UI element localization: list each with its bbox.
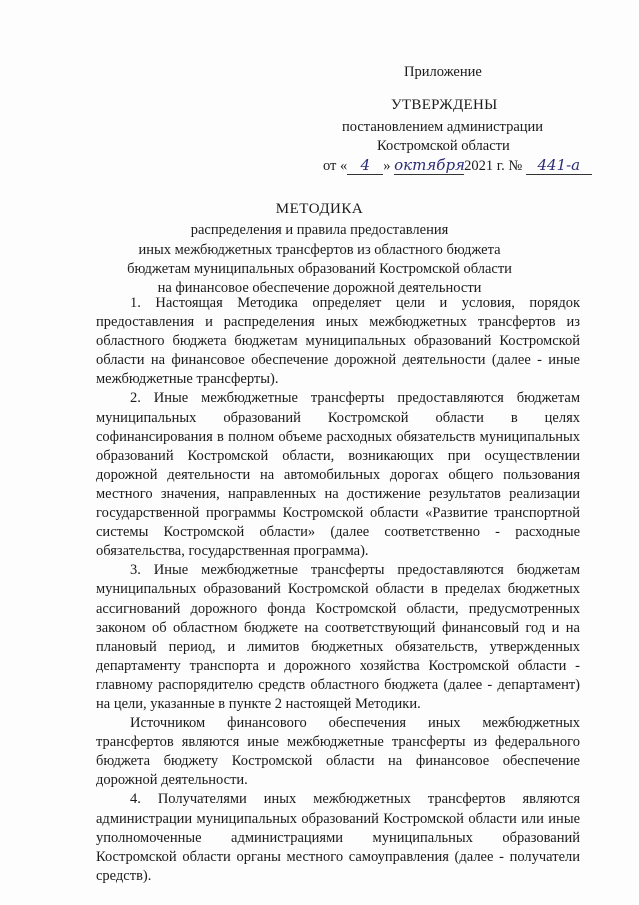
- document-body: [96, 294, 580, 886]
- subtitle-line: на финансовое обеспечение дорожной деятельности: [157, 280, 482, 297]
- handwritten-month: октября: [394, 156, 465, 174]
- date-year: 2021 г. №: [464, 158, 523, 174]
- date-mid: »: [383, 158, 391, 174]
- handwritten-number: 441-а: [526, 156, 592, 175]
- subtitle-line: распределения и правила предоставления: [190, 222, 449, 239]
- approval-line-2: Костромской области: [377, 138, 510, 154]
- paragraph-2: 2. Иные межбюджетные трансферты предоставляются бюджетам муниципальных образований Костромской области в целях софинансирования в полном объеме расходных обязательств муниципальных образований Костромской области, возникающих при осуществлении дорожной деятельности на автомобильных дорогах общего пользования местного значения, направленных на достижение результатов реализации государственной программы Костромской области «Развитие транспортной системы Костромской области» (далее соответственно - расходные обязательства, государственная программа).: [96, 390, 580, 560]
- date-prefix: от «: [323, 158, 348, 174]
- approval-line-1: постановлением администрации: [342, 119, 544, 135]
- subtitle-line: бюджетам муниципальных образований Костромской области: [127, 260, 512, 277]
- document-title-block: [0, 200, 639, 298]
- handwritten-day: 4: [347, 156, 383, 175]
- approval-date-line: [323, 156, 592, 175]
- paragraph-4: 4. Получателями иных межбюджетных трансфертов являются администрации муниципальных образований Костромской области или иные уполномоченные администрациями муниципальных образований Костромской области органы местного самоуправления (далее - получатели средств).: [96, 791, 580, 884]
- paragraph-3: 3. Иные межбюджетные трансферты предоставляются бюджетам муниципальных образований Костромской области в пределах бюджетных ассигнований дорожного фонда Костромской области, предусмотренных законом об областном бюджете на соответствующий финансовый год и на плановый период, и лимитов бюджетных обязательств, утвержденных департаменту транспорта и дорожного хозяйства Костромской области - главному распорядителю средств областного бюджета (далее - департамент) на цели, указанные в пункте 2 настоящей Методики.: [96, 562, 580, 712]
- paragraph-3-continued: Источником финансового обеспечения иных межбюджетных трансфертов являются иные межбюджетные трансферты из федерального бюджета бюджету Костромской области на финансовое обеспечение дорожной деятельности.: [96, 715, 580, 789]
- approval-title: УТВЕРЖДЕНЫ: [391, 97, 498, 113]
- document-title: МЕТОДИКА: [275, 201, 364, 217]
- appendix-label: Приложение: [404, 64, 482, 80]
- subtitle-line: иных межбюджетных трансфертов из областного бюджета: [138, 241, 501, 258]
- paragraph-1: 1. Настоящая Методика определяет цели и условия, порядок предоставления и распределения иных межбюджетных трансфертов из областного бюджета бюджетам муниципальных образований Костромской области на финансовое обеспечение дорожной деятельности (далее - иные межбюджетные трансферты).: [96, 295, 580, 388]
